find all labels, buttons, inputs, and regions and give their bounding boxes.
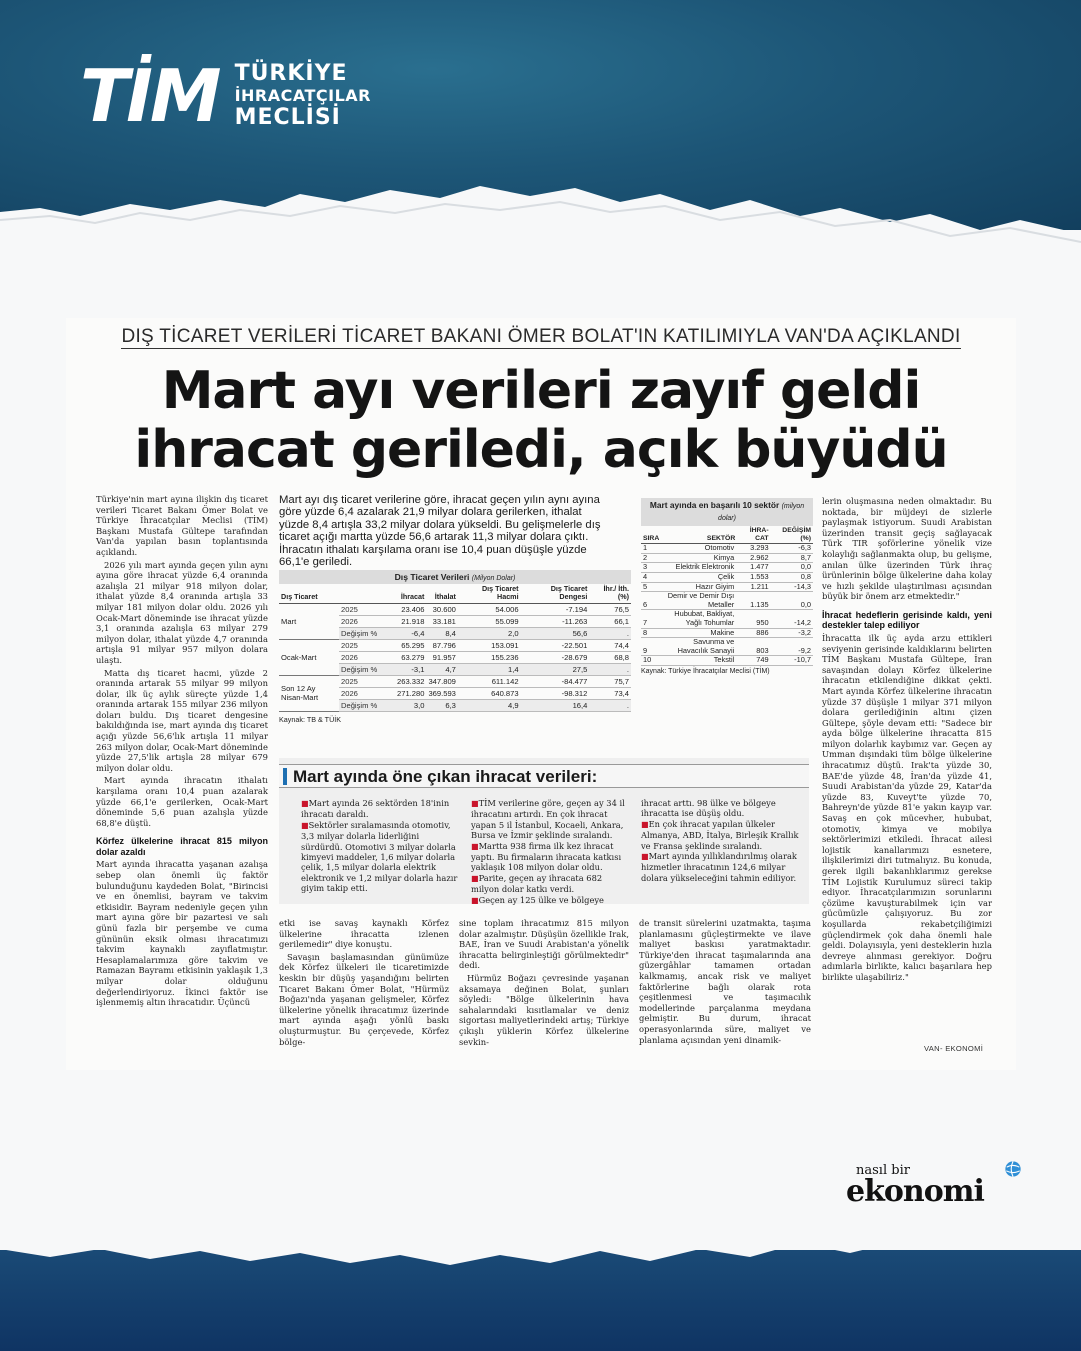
table-cell: -98.312 bbox=[521, 687, 590, 699]
headline-line-1: Mart ayı verileri zayıf geldi bbox=[161, 361, 921, 421]
table-cell: 271.280 bbox=[397, 688, 425, 698]
paragraph: 2026 yılı mart ayında geçen yılın aynı ayına göre ihracat yüzde 6,4 oranında azalışla 21 milyar 918 milyon dolar, ithalat yüzde 8,4 oranında artışla 33 milyar 181 milyon dolar oldu. 2026 yılı Ocak-Mart döneminde ise ihracat yüzde 3,1 oranında azalışla 63 milyar 279 milyon dolar, ithalat yüzde 4,7 oranında artışla 91 milyar 957 milyon dolara ulaştı. bbox=[96, 559, 268, 665]
article-credit: VAN- EKONOMİ bbox=[924, 1044, 984, 1053]
sector-rank-cell: 9 bbox=[641, 638, 661, 656]
sector-value-cell: 3.293 bbox=[737, 544, 770, 554]
col-header: Dış Ticaret bbox=[279, 584, 339, 603]
sector-rank-cell: 4 bbox=[641, 572, 661, 582]
sector-name-cell: Elektrik Elektronik bbox=[661, 563, 737, 573]
brand-small-text: nasıl bir bbox=[856, 1163, 910, 1178]
col-header: SIRA bbox=[641, 526, 661, 544]
col-header: İhracat bbox=[395, 584, 426, 603]
paragraph: Türkiye'nin mart ayına ilişkin dış ticaret verileri Ticaret Bakanı Ömer Bolat ve Türkiye İhracatçılar Meclisi (TİM) Başkanı Mustafa Gültepe tarafından Van'da yapılan basın toplantısında açıklandı. bbox=[96, 494, 268, 557]
subheading: Körfez ülkelerine ihracat 815 milyon dolar azaldı bbox=[96, 836, 268, 857]
table-cell: 21.918 bbox=[395, 615, 426, 627]
bullet-icon: ■ bbox=[471, 799, 479, 808]
col-header: İHRA-CAT bbox=[737, 526, 770, 544]
brand-big-text: ekonomi bbox=[846, 1174, 984, 1209]
col-header bbox=[339, 584, 395, 603]
sector-value-cell: 2.962 bbox=[737, 553, 770, 563]
tim-logo-line1: TÜRKİYE bbox=[234, 61, 348, 86]
highlight-item: Martta 938 firma ilk kez ihracat yaptı. Bu firmaların ihracata katkısı yaklaşık 108 milyon dolar oldu. bbox=[471, 840, 622, 873]
highlight-item: Geçen ay 125 ülke ve bölgeye bbox=[478, 894, 604, 905]
table-cell: 30.600 bbox=[426, 603, 457, 615]
table-cell: 4,7 bbox=[426, 663, 457, 675]
trade-table-title: Dış Ticaret Verileri (Milyon Dolar) bbox=[279, 570, 631, 584]
table-cell: 369.593 bbox=[428, 688, 456, 698]
sector-rank-cell: 5 bbox=[641, 582, 661, 592]
sector-change-cell: -9,2 bbox=[771, 638, 813, 656]
row-group-label: Son 12 Ay Nisan-Mart bbox=[279, 675, 339, 711]
torn-paper-top-edge bbox=[0, 150, 1081, 270]
table-cell: . bbox=[589, 627, 631, 639]
sector-name-cell: Kimya bbox=[661, 553, 737, 563]
trade-data-table bbox=[279, 570, 631, 724]
table-cell: 65.295 bbox=[395, 639, 426, 651]
table-cell: -7.194 bbox=[521, 603, 590, 615]
highlight-item: Mart ayında yıllıklandırılmış olarak hizmetler ihracatının 124,6 milyar dolara yükseleceğini tahmin ediliyor. bbox=[641, 851, 797, 883]
sector-table-title: Mart ayında en başarılı 10 sektör (milyon dolar) bbox=[641, 498, 813, 526]
row-group-label: Ocak-Mart bbox=[279, 639, 339, 675]
article-intro: Mart ayı dış ticaret verilerine göre, ihracat geçen yılın aynı ayına göre yüzde 6,4 azalarak 21,9 milyar dolara gerilerken, ithalat yüzde 8,4 artışla 33,2 milyar dolara yükseldi. Bu gelişmelerle dış ticaret açığı martta yüzde 56,6 artarak 11,3 milyar dolara çıktı. İhracatın ithalatı karşılama oranı ise 10,4 puan düşüşle yüzde 66,1'e geriledi. bbox=[279, 494, 601, 569]
paragraph: de transit sürelerini uzatmakta, taşıma planlamasını güçleştirmekte ve ilave maliyet baskısı yaratmaktadır. Türkiye'den ihracat taşımalarında ana güzergâhlar tamamen ortadan kalkmamış, ancak risk ve maliyet faktörlerine bağlı olarak rota çeşitlenmesi ve taşımacılık modellerinde parçalanma meydana gelmiştir. Bu durum, ihracat operasyonlarında süre, maliyet ve planlama açısından yeni dinamik- bbox=[639, 918, 811, 1045]
table-row bbox=[641, 572, 813, 582]
article-column-b1 bbox=[279, 918, 449, 1049]
highlight-item: Parite, geçen ay ihracata 682 milyon dolar katkı verdi. bbox=[471, 872, 603, 895]
sector-name-cell: Savunma ve Havacılık Sanayii bbox=[661, 638, 737, 656]
bullet-icon: ■ bbox=[301, 799, 309, 808]
paragraph: Matta dış ticaret hacmi, yüzde 2 oranında artarak 55 milyar 99 milyon dolar, ilk üç aylık süreçte yüzde 1,4 oranında artarak 155 milyar 236 milyon doları buldu. Dış ticaret dengesine bakıldığında ise, mart ayında dış ticaret açığı yüzde 56,6'lık artışla 11 milyar 263 milyon dolar, Ocak-Mart döneminde yüzde 27,5'lik artışla 28 milyar 679 milyon dolar oldu. bbox=[96, 667, 268, 773]
highlights-header bbox=[279, 764, 809, 788]
table-row bbox=[641, 638, 813, 656]
table-cell: . bbox=[589, 699, 631, 711]
table-cell: 54.006 bbox=[458, 603, 521, 615]
highlights-column-3 bbox=[641, 798, 801, 883]
table-cell: 16,4 bbox=[521, 699, 590, 711]
sector-value-cell: 950 bbox=[737, 610, 770, 628]
sector-change-cell: 0,0 bbox=[771, 563, 813, 573]
sector-name-cell: Makine bbox=[661, 628, 737, 638]
paragraph: Hürmüz Boğazı çevresinde yaşanan aksamaya değinen Bolat, şunları söyledi: "Bölge ülkelerinin hava sahalarındaki kısıtlamalar ve deniz sigortası maliyetlerindeki artış; Türkiye çıkışlı yüklerin Körfez ülkelerine sevkin- bbox=[459, 972, 629, 1047]
bullet-icon: ■ bbox=[301, 820, 309, 830]
table-cell: 347.809 bbox=[428, 676, 456, 686]
period-cell: 2026 bbox=[339, 651, 395, 663]
sector-rank-cell: 3 bbox=[641, 563, 661, 573]
sector-change-cell: 0,8 bbox=[771, 572, 813, 582]
col-header: DEĞİŞİM (%) bbox=[771, 526, 813, 544]
col-header: İthalat bbox=[426, 584, 457, 603]
tim-logo-line3: MECLİSİ bbox=[234, 105, 341, 130]
sector-rank-cell: 10 bbox=[641, 656, 661, 666]
highlight-item: Mart ayında 26 sektörden 18'inin ihracatı daraldı. bbox=[301, 798, 450, 820]
table-cell: 56,6 bbox=[521, 627, 590, 639]
col-header: SEKTÖR bbox=[661, 526, 737, 544]
table-cell: 68,8 bbox=[589, 651, 631, 663]
table-cell: 75,7 bbox=[589, 675, 631, 687]
sector-name-cell: Otomotiv bbox=[661, 544, 737, 554]
sector-rank-cell: 6 bbox=[641, 592, 661, 610]
sector-value-cell: 749 bbox=[737, 656, 770, 666]
trade-table-grid bbox=[279, 584, 631, 712]
article-column-b2 bbox=[459, 918, 629, 1049]
table-row bbox=[641, 610, 813, 628]
table-cell: 6,3 bbox=[426, 699, 457, 711]
article-headline bbox=[66, 362, 1016, 480]
sector-rank-cell: 7 bbox=[641, 610, 661, 628]
tim-logo-line2: İHRACATÇILAR bbox=[234, 86, 371, 105]
paragraph: Mart ayında ihracatın ithalatı karşılama oranı 10,4 puan azalarak yüzde 66,1'e gerilerken, Ocak-Mart döneminde 5,6 puan azalışla yüzde 68,8'e düştü. bbox=[96, 775, 268, 828]
highlights-column-1 bbox=[301, 798, 461, 894]
period-cell: Değişim % bbox=[339, 699, 395, 711]
period-cell: Değişim % bbox=[339, 663, 395, 675]
table-row bbox=[641, 592, 813, 610]
trade-table-source: Kaynak: TB & TÜİK bbox=[279, 714, 342, 724]
paragraph: sine toplam ihracatımız 815 milyon dolar azalmıştır. Düşüşün özellikle Irak, BAE, İran ve Suudi Arabistan'a yönelik ihracatta belirginleştiği görülmektedir" dedi. bbox=[459, 918, 629, 971]
sector-value-cell: 1.211 bbox=[737, 582, 770, 592]
highlight-item: En çok ihracat yapılan ülkeler Almanya, ABD, İtalya, Birleşik Krallık ve Fransa şeklinde sıralandı. bbox=[641, 818, 799, 851]
col-header: Dış Ticaret Dengesi bbox=[521, 584, 590, 603]
table-cell: -6,4 bbox=[395, 627, 426, 639]
sector-name-cell: Çelik bbox=[661, 572, 737, 582]
torn-paper-bottom-edge bbox=[0, 1205, 1081, 1275]
tim-logo bbox=[80, 56, 371, 136]
table-cell: 640.873 bbox=[458, 687, 521, 699]
tim-logo-mark: TİM bbox=[80, 54, 219, 138]
table-cell: 74,4 bbox=[589, 639, 631, 651]
table-cell: 33.181 bbox=[426, 615, 457, 627]
headline-line-2: ihracat geriledi, açık büyüdü bbox=[134, 420, 948, 480]
sector-value-cell: 1.477 bbox=[737, 563, 770, 573]
table-cell: 91.957 bbox=[426, 651, 457, 663]
sector-table-grid bbox=[641, 526, 813, 666]
row-group-label: Mart bbox=[279, 603, 339, 639]
table-cell: 76,5 bbox=[589, 603, 631, 615]
table-cell: 611.142 bbox=[458, 675, 521, 687]
table-cell: 8,4 bbox=[426, 627, 457, 639]
table-cell: 63.279 bbox=[395, 651, 426, 663]
period-cell: 2025 bbox=[339, 675, 395, 687]
table-cell: 66,1 bbox=[589, 615, 631, 627]
table-cell: 4,9 bbox=[458, 699, 521, 711]
sector-change-cell: 0,0 bbox=[771, 592, 813, 610]
table-cell: 87.796 bbox=[426, 639, 457, 651]
top-sectors-table bbox=[641, 498, 813, 675]
bullet-icon: ■ bbox=[471, 873, 479, 883]
table-cell: 55.099 bbox=[458, 615, 521, 627]
highlight-item: ihracat arttı. 98 ülke ve bölgeye ihracatta ise düşüş oldu. bbox=[641, 798, 776, 819]
bullet-icon: ■ bbox=[471, 895, 479, 905]
period-cell: Değişim % bbox=[339, 627, 395, 639]
sector-change-cell: -14,3 bbox=[771, 582, 813, 592]
highlight-item: Sektörler sıralamasında otomotiv, 3,3 milyar dolarla liderliğini sürdürdü. Otomotivi 3 milyar dolarla kimyevi maddeler, 1,6 milyar dolarla çelik, 1,5 milyar dolarla elektrik elektronik ve 1,2 milyar dolarla hazır giyim takip etti. bbox=[301, 819, 458, 894]
col-header: Dış Ticaret Hacmi bbox=[458, 584, 521, 603]
sector-change-cell: -14,2 bbox=[771, 610, 813, 628]
subheading: İhracat hedeflerin gerisinde kaldı, yeni destekler talep ediliyor bbox=[822, 609, 992, 631]
sector-value-cell: 886 bbox=[737, 628, 770, 638]
table-row bbox=[641, 544, 813, 554]
table-cell: 1,4 bbox=[458, 663, 521, 675]
sector-name-cell: Demir ve Demir Dışı Metaller bbox=[661, 592, 737, 610]
table-row bbox=[279, 639, 631, 651]
table-cell: . bbox=[589, 663, 631, 675]
paragraph: Savaşın başlamasından günümüze dek Körfez ülkeleri ile ticaretimizde keskin bir düşüş yaşandığını belirten Ticaret Bakanı Ömer Bolat, "Hürmüz Boğazı'nda yaşanan gelişmeler, Körfez ülkelerine yönelik ihracatımız üzerinde mart ayında aşağı yönlü baskı oluşturmuştur. Bu çerçevede, Körfez bölge- bbox=[279, 951, 449, 1047]
bullet-icon: ■ bbox=[471, 841, 479, 851]
newspaper-clipping bbox=[66, 318, 1016, 1070]
article-column-b3 bbox=[639, 918, 811, 1047]
globe-icon bbox=[1004, 1160, 1022, 1178]
table-row bbox=[641, 656, 813, 666]
table-cell: -3,1 bbox=[395, 663, 426, 675]
table-cell: 23.406 bbox=[395, 603, 426, 615]
highlight-item: TİM verilerine göre, geçen ay 34 il ihracatını artırdı. En çok ihracat yapan 5 il İstanbul, Kocaeli, Ankara, Bursa ve İzmir şeklinde sıralandı. bbox=[471, 798, 625, 841]
sector-rank-cell: 2 bbox=[641, 553, 661, 563]
period-cell: 2026 bbox=[339, 687, 395, 699]
table-cell: -84.477 bbox=[521, 675, 590, 687]
sector-value-cell: 1.135 bbox=[737, 592, 770, 610]
table-cell: 155.236 bbox=[458, 651, 521, 663]
sector-value-cell: 1.553 bbox=[737, 572, 770, 582]
table-cell: 73,4 bbox=[589, 687, 631, 699]
table-cell: 27,5 bbox=[521, 663, 590, 675]
sector-name-cell: Hububat, Bakliyat, Yağlı Tohumlar bbox=[661, 610, 737, 628]
sector-rank-cell: 8 bbox=[641, 628, 661, 638]
bullet-icon: ■ bbox=[641, 819, 649, 829]
period-cell: 2025 bbox=[339, 603, 395, 615]
table-cell: -22.501 bbox=[521, 639, 590, 651]
highlights-title: Mart ayında öne çıkan ihracat verileri: bbox=[293, 767, 598, 786]
sector-change-cell: -6,3 bbox=[771, 544, 813, 554]
col-header: İhr./ İth. (%) bbox=[589, 584, 631, 603]
nasil-bir-ekonomi-logo bbox=[846, 1160, 1026, 1212]
article-column-1 bbox=[96, 494, 268, 1010]
paragraph: İhracatta ilk üç ayda arzu ettikleri seviyenin gerisinde kaldıklarını belirten TİM Başkanı Mustafa Gültepe, İran savaşından dolayı Körfez ülkelerine ihracatın etkilendiğine dikkat çekti. Mart ayında Körfez ülkelerine ihracatın yüzde 37 düşüşle 1 milyar 371 milyon dolara gerilediğinin altını çizen Gültepe, şöyle devam etti: "Sadece bir ayda bölge ülkelerine ihracatta 815 milyon dolarlık kaybımız var. Geçen ay Umman dışındaki tüm bölge ülkelerine ihracatımız düştü. Irak'ta yüzde 30, BAE'de yüzde 48, İran'da yüzde 41, Suudi Arabistan'da yüzde 29, Katar'da yüzde 83, Kuveyt'te yüzde 70, Bahreyn'de yüzde 81'e yakın kayıp var. Savaş en çok mücevher, hububat, otomotiv, kimya ve mobilya sektörlerimizi etkiledi. İhracat ailesi lojistik kanallarımızı esnetere, ilişkilerimizi diri tutmalıyız. Bu konuda, gerek ilgili bakanlıklarımız gerekse TİM Lojistik Kurulumuz süreci takip ediyor. İhracatçılarımızın sorunlarını çözüme kavuşturabilmek için var gücümüzle çalışıyoruz. Bu zor koşullarda rekabetçiliğimizi güçlendirmek çok daha önemli hale geldi. Dolayısıyla, yeni desteklerin hızla devreye alınması gerekiyor. Doğru adımlarla birlikte, kalıcı başarılara hep birlikte ulaşabiliriz." bbox=[822, 632, 992, 982]
highlights-box bbox=[279, 758, 809, 904]
table-row bbox=[279, 603, 631, 615]
table-cell: 153.091 bbox=[458, 639, 521, 651]
sector-rank-cell: 1 bbox=[641, 544, 661, 554]
highlights-column-2 bbox=[471, 798, 631, 906]
paragraph: etki ise savaş kaynaklı Körfez ülkelerine ihracatta izlenen gerilemedir" diye konuştu. bbox=[279, 918, 449, 950]
article-kicker: DIŞ TİCARET VERİLERİ TİCARET BAKANI ÖMER BOLAT'IN KATILIMIYLA VAN'DA AÇIKLANDI bbox=[121, 326, 961, 347]
sector-change-cell: -10,7 bbox=[771, 656, 813, 666]
sector-table-source: Kaynak: Türkiye İhracatçılar Meclisi (TİM) bbox=[641, 667, 770, 675]
sector-change-cell: -3,2 bbox=[771, 628, 813, 638]
table-cell: -28.679 bbox=[521, 651, 590, 663]
bullet-icon: ■ bbox=[641, 852, 649, 862]
table-row bbox=[279, 675, 631, 687]
paragraph: lerin oluşmasına neden olmaktadır. Bu noktada, bir müjdeyi de sizlerle paylaşmak istiyorum. Suudi Arabistan üzerinden transit geçiş sağlayacak Türk TIR şoförlerine yönelik vize kolaylığı sağlanmakta olup, bu gelişme, anılan ülke üzerinden Türk ihraç ürünlerinin bölge ülkelerine daha kolay ve hızlı şekilde ulaştırılması açısından büyük bir önem arz etmektedir." bbox=[822, 496, 992, 602]
sector-change-cell: 8,7 bbox=[771, 553, 813, 563]
article-column-4 bbox=[822, 496, 992, 985]
sector-name-cell: Tekstil bbox=[661, 656, 737, 666]
period-cell: 2026 bbox=[339, 615, 395, 627]
sector-value-cell: 803 bbox=[737, 638, 770, 656]
table-cell: 263.332 bbox=[397, 676, 425, 686]
table-cell: -11.263 bbox=[521, 615, 590, 627]
sector-name-cell: Hazır Giyim bbox=[661, 582, 737, 592]
tim-logo-text bbox=[235, 63, 371, 129]
period-cell: 2025 bbox=[339, 639, 395, 651]
table-cell: 2,0 bbox=[458, 627, 521, 639]
paragraph: Mart ayında ihracatta yaşanan azalışa sebep olan önemli üç faktör bulunduğunu kaydeden Bolat, "Birincisi ve en önemlisi, bayram ve takvim etkisidir. Bayram nedeniyle geçen yılın mart ayına göre bir pazartesi ve salı günü fazla bir perşembe ve cuma gününün eksik olması ihracatımızı takvim kaynaklı zayıflatmıştır. Hesaplamalarımıza göre takvim ve Ramazan Bayramı etkisinin yaklaşık 1,3 milyar dolar olduğunu değerlendiriyoruz. İkinci faktör ise işlenmemiş altın ihracatıdır. Üçüncü bbox=[96, 859, 268, 1008]
table-cell: 3,0 bbox=[395, 699, 426, 711]
